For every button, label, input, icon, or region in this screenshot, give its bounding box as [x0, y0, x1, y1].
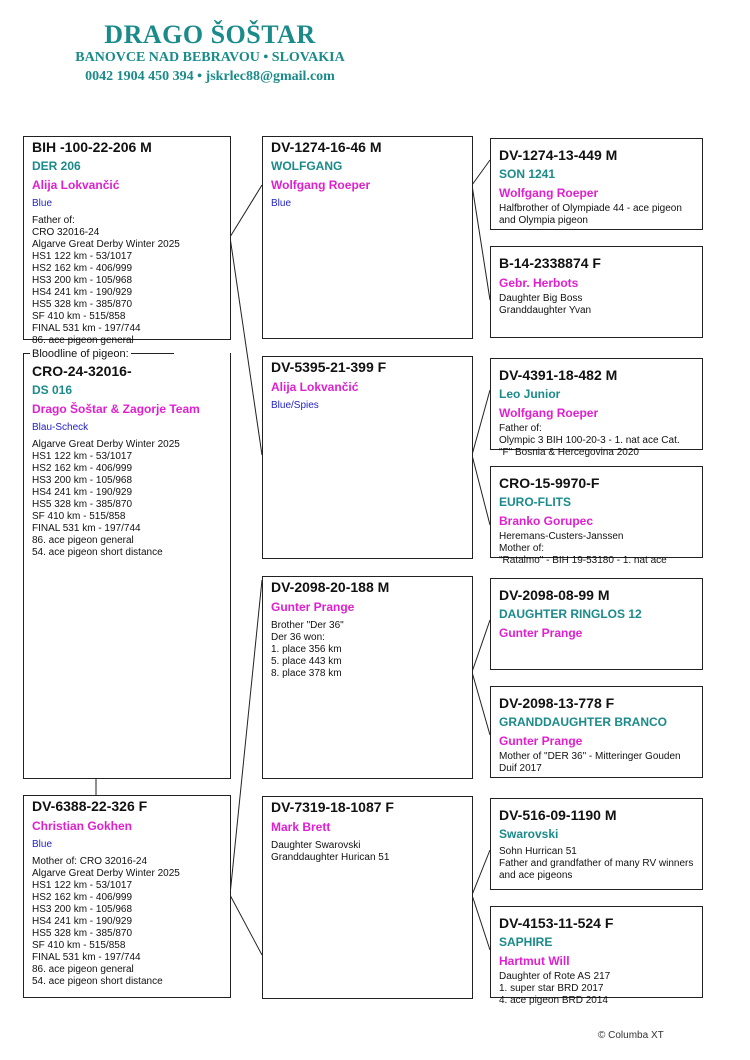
- subject-breeder: Drago Šoštar & Zagorje Team: [32, 402, 200, 416]
- dsd-info: Mother of "DER 36" - Mitteringer Gouden Duif 2017: [499, 751, 681, 774]
- ddd-breeder: Hartmut Will: [499, 954, 570, 968]
- subject-info: Algarve Great Derby Winter 2025 HS1 122 km - 53/1017 HS2 162 km - 406/999 HS3 200 km - 105/968 HS4 241 km - 190/929 HS5 328 km - 385/870 SF 410 km - 515/858 FINAL 531 km - 197/744 86. ace pigeon general 54. ace pigeon short distance: [32, 439, 180, 558]
- dam-card[interactable]: [23, 795, 231, 998]
- dds-ring: DV-516-09-1190 M: [499, 807, 617, 823]
- sss-ring: DV-1274-13-449 M: [499, 147, 618, 163]
- sire-sire-ring: DV-1274-16-46 M: [271, 139, 382, 155]
- dam-dam-sire-card[interactable]: [490, 798, 703, 890]
- sire-sire-sire-card[interactable]: [490, 138, 703, 230]
- bloodline-label: Bloodline of pigeon:: [32, 348, 129, 360]
- sire-dam-dam-card[interactable]: [490, 466, 703, 566]
- dam-dam-info: Daughter Swarovski Granddaughter Hurican 51: [271, 840, 390, 863]
- breeder-name-heading: DRAGO ŠOŠTAR: [104, 20, 316, 49]
- sire-breeder: Alija Lokvančić: [32, 178, 120, 192]
- sdd-ring: CRO-15-9970-F: [499, 475, 600, 491]
- subject-name: DS 016: [32, 383, 73, 397]
- sire-dam-color: Blue/Spies: [271, 400, 319, 411]
- dam-sire-breeder: Gunter Prange: [271, 600, 355, 614]
- subject-ring: CRO-24-32016-: [32, 363, 132, 379]
- ssd-ring: B-14-2338874 F: [499, 255, 601, 271]
- sire-dam-ring: DV-5395-21-399 F: [271, 359, 387, 375]
- copyright-notice: © Columba XT: [598, 1030, 664, 1041]
- sire-sire-name: WOLFGANG: [271, 159, 343, 173]
- dsd-name: GRANDDAUGHTER BRANCO: [499, 715, 667, 729]
- sire-card[interactable]: [23, 136, 231, 346]
- ddd-name: SAPHIRE: [499, 935, 553, 949]
- sds-info: Father of: Olympic 3 BIH 100-20-3 - 1. nat ace Cat. "F" Bosnia & Hercegovina 2020: [499, 423, 680, 458]
- dam-dam-card[interactable]: [262, 796, 473, 999]
- subject-card[interactable]: [23, 353, 231, 779]
- sire-ring: BIH -100-22-206 M: [32, 139, 152, 155]
- dam-sire-sire-card[interactable]: [490, 578, 703, 670]
- sdd-breeder: Branko Gorupec: [499, 514, 594, 528]
- dam-dam-ring: DV-7319-18-1087 F: [271, 799, 394, 815]
- dsd-ring: DV-2098-13-778 F: [499, 695, 615, 711]
- dam-sire-dam-card[interactable]: [490, 686, 703, 778]
- sds-name: Leo Junior: [499, 387, 561, 401]
- ddd-ring: DV-4153-11-524 F: [499, 915, 614, 931]
- dam-dam-breeder: Mark Brett: [271, 820, 331, 834]
- dam-info: Mother of: CRO 32016-24 Algarve Great Derby Winter 2025 HS1 122 km - 53/1017 HS2 162 km - 406/999 HS3 200 km - 105/968 HS4 241 km - 190/929 HS5 328 km - 385/870 SF 410 km - 515/858 FINAL 531 km - 197/744 86. ace pigeon general 54. ace pigeon short distance: [32, 856, 180, 987]
- dam-sire-ring: DV-2098-20-188 M: [271, 579, 390, 595]
- dam-sire-info: Brother "Der 36" Der 36 won: 1. place 356 km 5. place 443 km 8. place 378 km: [271, 620, 344, 679]
- sds-breeder: Wolfgang Roeper: [499, 406, 599, 420]
- dam-ring: DV-6388-22-326 F: [32, 798, 148, 814]
- sire-sire-breeder: Wolfgang Roeper: [271, 178, 371, 192]
- ssd-breeder: Gebr. Herbots: [499, 276, 579, 290]
- sire-color: Blue: [32, 198, 53, 209]
- dam-sire-card[interactable]: [262, 576, 473, 779]
- dss-ring: DV-2098-08-99 M: [499, 587, 610, 603]
- sds-ring: DV-4391-18-482 M: [499, 367, 618, 383]
- sire-dam-card[interactable]: [262, 356, 473, 559]
- sire-sire-card[interactable]: [262, 136, 473, 339]
- subject-color: Blau-Scheck: [32, 422, 89, 433]
- sdd-name: EURO-FLITS: [499, 495, 571, 509]
- dam-dam-dam-card[interactable]: [490, 906, 703, 1006]
- sire-dam-breeder: Alija Lokvančić: [271, 380, 359, 394]
- dam-color: Blue: [32, 839, 53, 850]
- dds-name: Swarovski: [499, 827, 559, 841]
- dss-name: DAUGHTER RINGLOS 12: [499, 607, 642, 621]
- sss-info: Halfbrother of Olympiade 44 - ace pigeon and Olympia pigeon: [499, 203, 682, 226]
- sire-info: Father of: CRO 32016-24 Algarve Great Derby Winter 2025 HS1 122 km - 53/1017 HS2 162 km - 406/999 HS3 200 km - 105/968 HS4 241 km - 190/929 HS5 328 km - 385/870 SF 410 km - 515/858 FINAL 531 km - 197/744 86. ace pigeon general: [32, 215, 180, 346]
- sire-dam-sire-card[interactable]: [490, 358, 703, 458]
- dam-breeder: Christian Gokhen: [32, 819, 133, 833]
- sss-name: SON 1241: [499, 167, 556, 181]
- breeder-contact: 0042 1904 450 394 • jskrlec88@gmail.com: [85, 69, 335, 84]
- ddd-info: Daughter of Rote AS 217 1. super star BRD 2017 4. ace pigeon BRD 2014: [499, 971, 611, 1006]
- ssd-info: Daughter Big Boss Granddaughter Yvan: [499, 293, 592, 316]
- sss-breeder: Wolfgang Roeper: [499, 186, 599, 200]
- dds-info: Sohn Hurrican 51 Father and grandfather of many RV winners and ace pigeons: [499, 846, 694, 881]
- sire-name: DER 206: [32, 159, 81, 173]
- sire-sire-dam-card[interactable]: [490, 246, 703, 338]
- sire-sire-color: Blue: [271, 198, 292, 209]
- dsd-breeder: Gunter Prange: [499, 734, 583, 748]
- dss-breeder: Gunter Prange: [499, 626, 583, 640]
- sdd-info: Heremans-Custers-Janssen Mother of: "Ratalmo" - BIH 19-53180 - 1. nat ace: [499, 531, 667, 566]
- breeder-location: BANOVCE NAD BEBRAVOU • SLOVAKIA: [75, 50, 345, 65]
